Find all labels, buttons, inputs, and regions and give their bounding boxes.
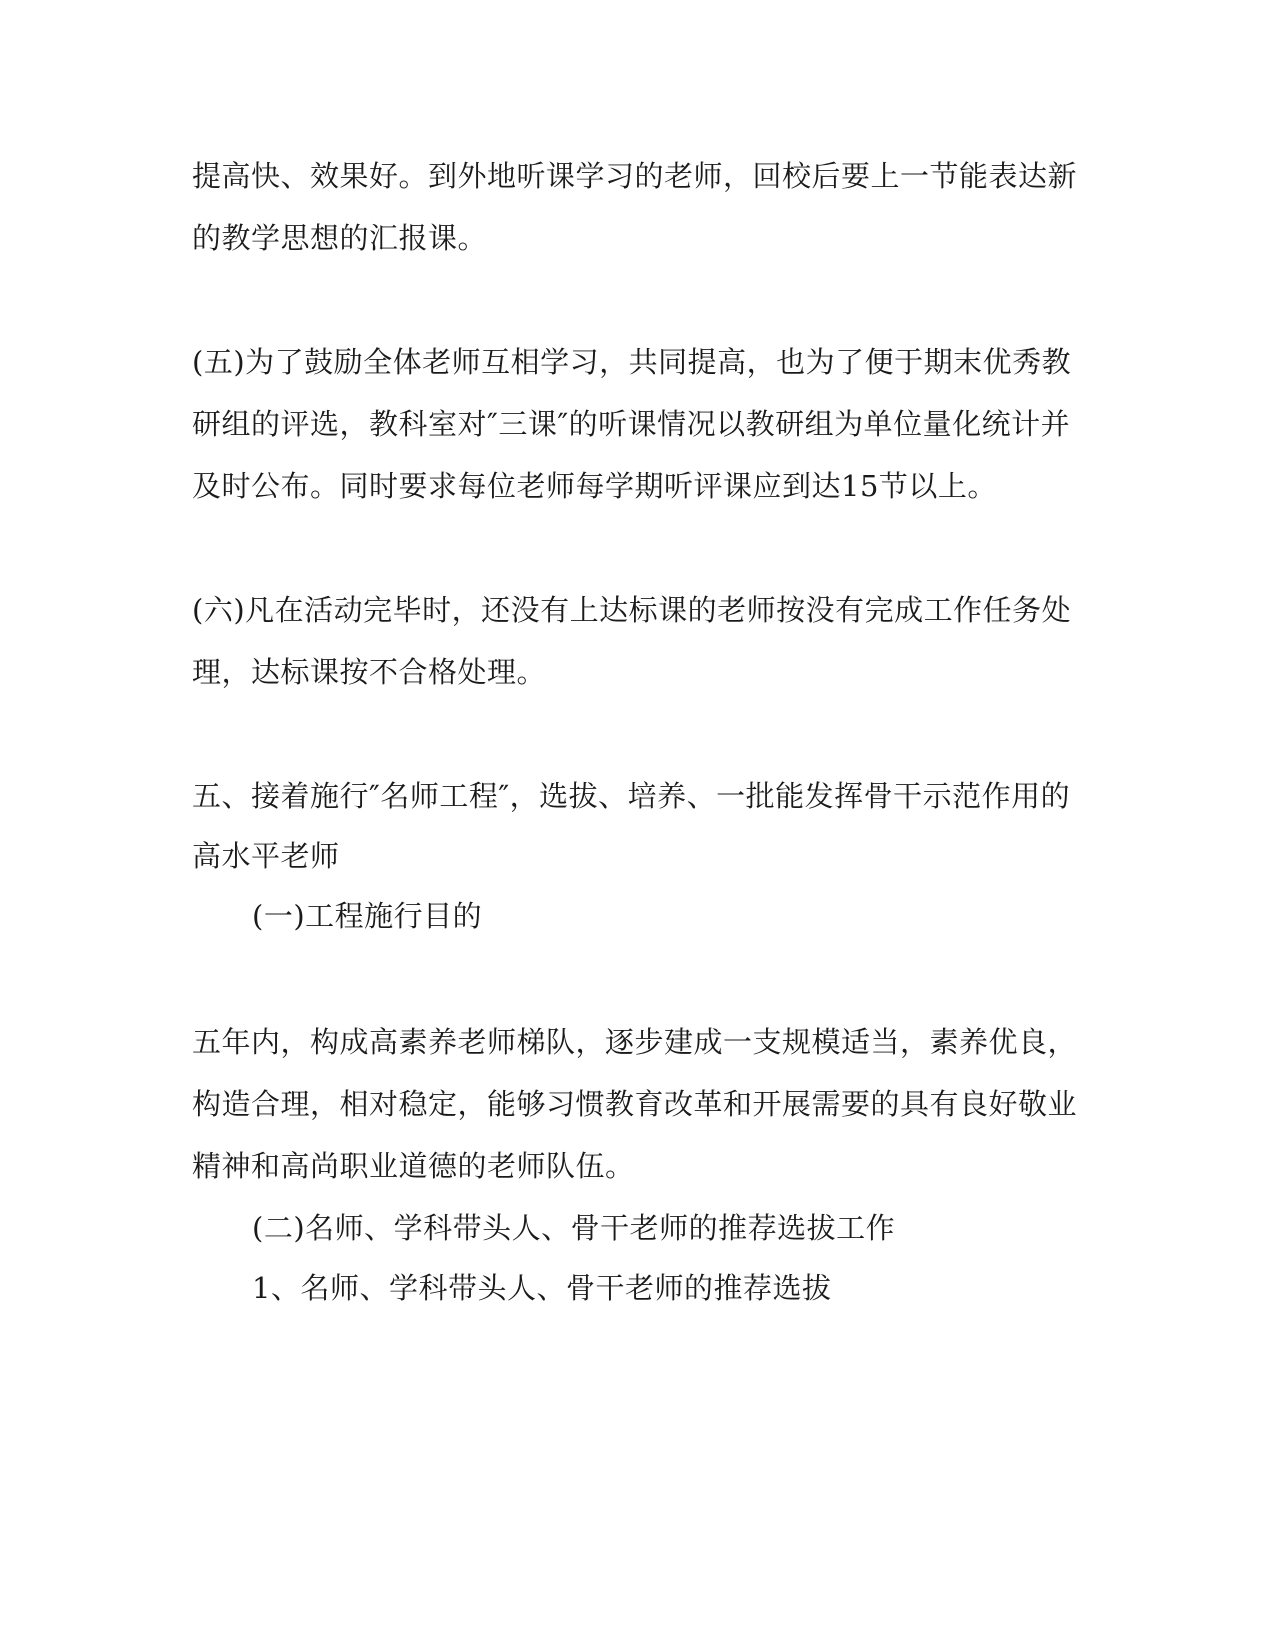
paragraph-line: 精神和高尚职业道德的老师队伍。 [192, 1149, 635, 1183]
paragraph-line: 研组的评选，教科室对″三课″的听课情况以教研组为单位量化统计并 [192, 407, 1071, 441]
section-heading: 高水平老师 [192, 839, 340, 873]
paragraph-line: 五年内，构成高素养老师梯队，逐步建成一支规模适当，素养优良， [192, 1025, 1078, 1059]
list-item: 1、名师、学科带头人、骨干老师的推荐选拔 [252, 1271, 832, 1305]
subheading: (一)工程施行目的 [252, 899, 483, 933]
paragraph-line: 的教学思想的汇报课。 [192, 221, 488, 255]
paragraph-line: (六)凡在活动完毕时，还没有上达标课的老师按没有完成工作任务处 [192, 593, 1072, 627]
subheading: (二)名师、学科带头人、骨干老师的推荐选拔工作 [252, 1211, 896, 1245]
paragraph-line: 构造合理，相对稳定，能够习惯教育改革和开展需要的具有良好敬业 [192, 1087, 1078, 1121]
section-heading: 五、接着施行″名师工程″，选拔、培养、一批能发挥骨干示范作用的 [192, 779, 1071, 813]
paragraph-line: 提高快、效果好。到外地听课学习的老师，回校后要上一节能表达新 [192, 159, 1078, 193]
paragraph-line: (五)为了鼓励全体老师互相学习，共同提高，也为了便于期末优秀教 [192, 345, 1072, 379]
paragraph-line: 理，达标课按不合格处理。 [192, 655, 547, 689]
paragraph-line: 及时公布。同时要求每位老师每学期听评课应到达15节以上。 [192, 469, 997, 503]
